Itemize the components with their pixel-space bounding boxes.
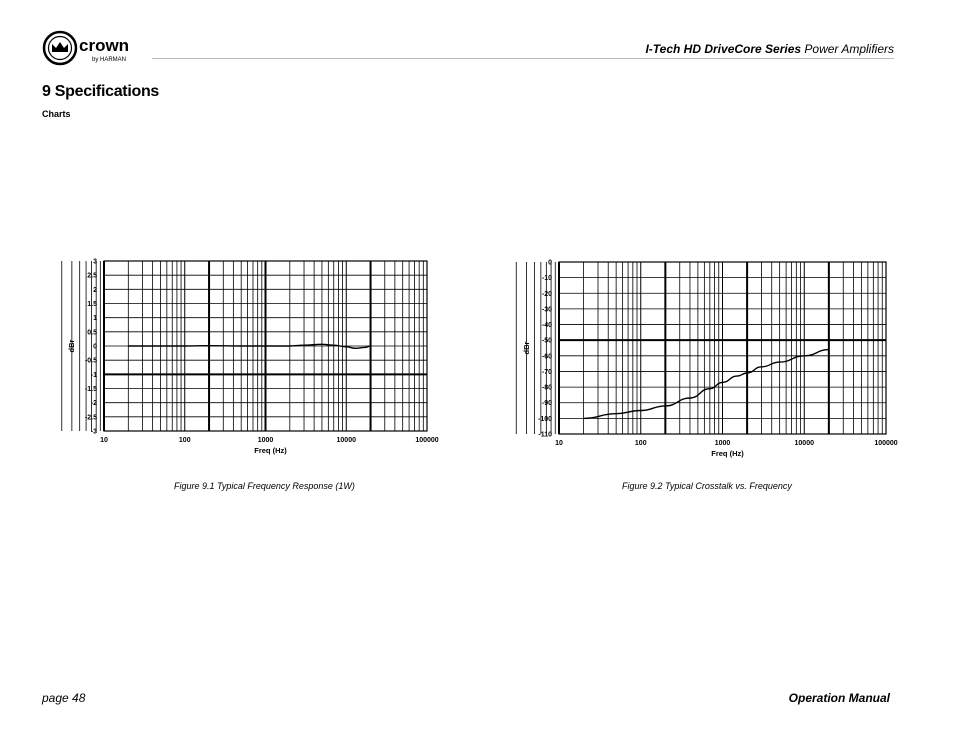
x-tick-label: 10 — [100, 437, 108, 444]
y-tick-label: 0 — [548, 259, 552, 267]
y-tick-label: 1.5 — [87, 301, 97, 308]
y-tick-label: -80 — [541, 384, 552, 392]
logo-word: crown — [79, 36, 130, 55]
x-tick-label: 100000 — [874, 440, 898, 447]
series-bold: I-Tech HD DriveCore Series — [645, 42, 802, 56]
manual-title: Operation Manual — [788, 691, 890, 705]
y-tick-label: -2 — [90, 400, 97, 408]
x-tick-label: 100000 — [415, 437, 439, 444]
y-tick-label: -70 — [541, 368, 552, 376]
y-tick-label: -20 — [541, 290, 552, 298]
y-tick-label: 2 — [93, 286, 97, 294]
y-tick-label: -100 — [537, 415, 552, 423]
x-tick-label: 10 — [555, 440, 563, 447]
series-line — [584, 350, 829, 419]
header-rule — [152, 58, 894, 59]
y-tick-label: 0.5 — [87, 329, 97, 337]
y-tick-label: -10 — [541, 275, 552, 283]
y-tick-label: -40 — [541, 322, 552, 330]
logo-sub: by HARMAN — [92, 57, 127, 63]
x-tick-label: 10000 — [794, 440, 814, 447]
y-axis-label: dBr — [522, 341, 531, 355]
y-tick-label: -50 — [541, 337, 552, 345]
y-tick-label: 1 — [93, 315, 97, 323]
crosstalk-chart — [515, 250, 915, 465]
series-rest: Power Amplifiers — [801, 42, 894, 56]
frequency-response-chart — [60, 250, 450, 460]
figure-caption-2: Figure 9.2 Typical Crosstalk vs. Frequency — [622, 481, 792, 491]
figure-caption-1: Figure 9.1 Typical Frequency Response (1W) — [174, 481, 355, 491]
x-axis-label: Freq (Hz) — [711, 449, 744, 458]
page-title: 9 Specifications — [42, 83, 160, 100]
page-number: page 48 — [42, 691, 86, 705]
x-tick-label: 10000 — [336, 437, 356, 444]
y-tick-label: -3 — [90, 428, 97, 436]
x-axis-label: Freq (Hz) — [254, 446, 287, 455]
y-tick-label: -1 — [90, 371, 97, 379]
y-tick-label: 0 — [93, 343, 97, 351]
y-tick-label: -1.5 — [84, 386, 97, 393]
y-tick-label: 3 — [93, 258, 97, 266]
y-tick-label: -90 — [541, 400, 552, 408]
series-title — [645, 42, 894, 56]
x-tick-label: 100 — [634, 440, 647, 447]
y-tick-label: -30 — [541, 306, 552, 314]
x-tick-label: 1000 — [714, 440, 731, 447]
section-subtitle: Charts — [42, 109, 71, 119]
crown-icon — [52, 42, 68, 52]
y-tick-label: -0.5 — [84, 357, 97, 365]
y-tick-label: 2.5 — [87, 272, 97, 280]
crown-logo — [42, 30, 152, 66]
x-tick-label: 100 — [178, 437, 191, 444]
y-tick-label: -110 — [538, 431, 552, 439]
x-tick-label: 1000 — [257, 437, 274, 444]
y-axis-label: dBr — [67, 339, 76, 353]
y-tick-label: -2.5 — [84, 414, 97, 422]
y-tick-label: -60 — [541, 353, 552, 361]
